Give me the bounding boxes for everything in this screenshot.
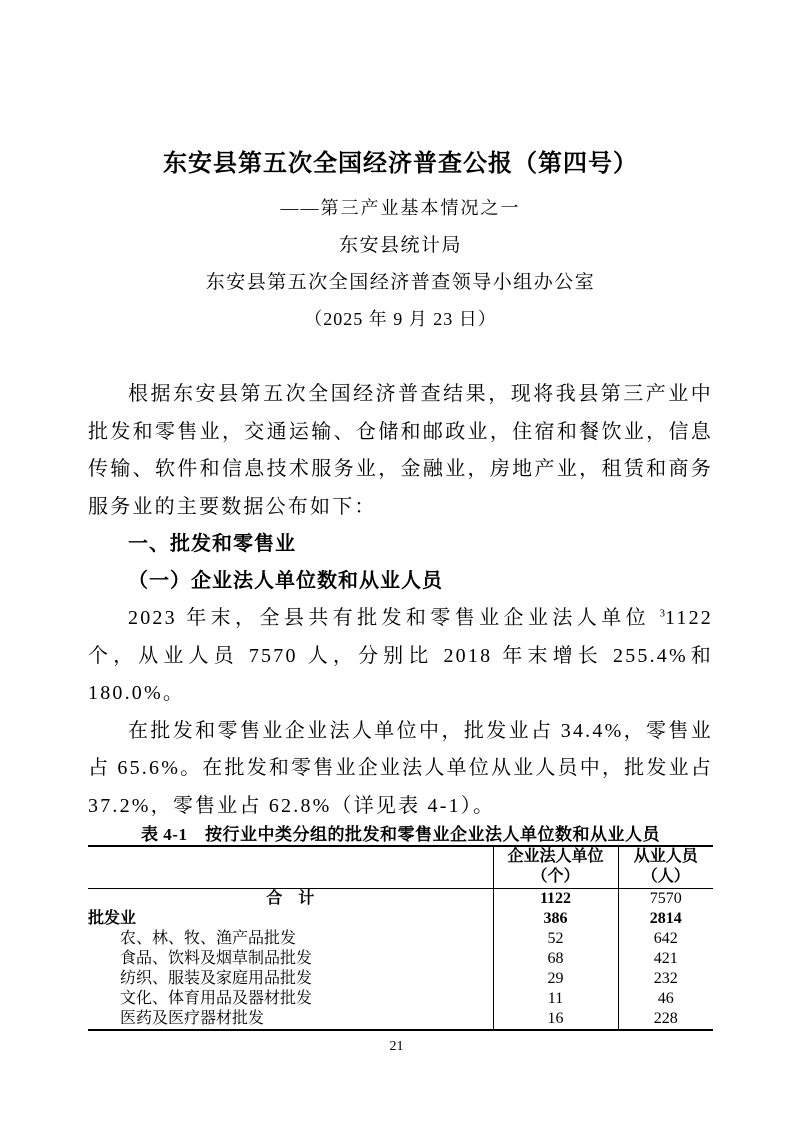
table-row-textile-household-wholesale (88, 969, 713, 989)
intro-paragraph: 根据东安县第五次全国经济普查结果，现将我县第三产业中批发和零售业，交通运输、仓储和邮政业，住宿和餐饮业，信息传输、软件和信息技术服务业，金融业，房地产业，租赁和商务服务业的主要数据公布如下： (88, 383, 713, 518)
paragraph-units-summary (88, 600, 713, 713)
table-cell-units: 29 (493, 969, 618, 989)
doc-subtitle: ——第三产业基本情况之一 (280, 198, 521, 218)
table-cell-units: 52 (493, 929, 618, 949)
table-cell-persons: 232 (618, 969, 713, 989)
table-row-medical-wholesale (88, 1009, 713, 1030)
table-header-row (88, 846, 713, 888)
issuer-statistics-bureau: 东安县统计局 (338, 235, 462, 256)
table-cell-persons: 228 (618, 1009, 713, 1030)
doc-date: （2025 年 9 月 23 日） (304, 309, 497, 329)
table-row-culture-sports-wholesale (88, 989, 713, 1009)
section-heading-wholesale-retail: 一、批发和零售业 (128, 533, 296, 555)
table-cell-units: 1122 (493, 888, 618, 909)
doc-title: 东安县第五次全国经济普查公报（第四号） (163, 151, 638, 177)
table-cell-units: 386 (493, 909, 618, 929)
subsection-heading-units-personnel: （一）企业法人单位数和从业人员 (128, 570, 443, 592)
table-cell-label: 文化、体育用品及器材批发 (120, 989, 313, 1007)
table-cell-label: 食品、饮料及烟草制品批发 (120, 949, 313, 967)
table-cell-persons: 7570 (618, 888, 713, 909)
issuer-census-office: 东安县第五次全国经济普查领导小组办公室 (205, 272, 596, 293)
table-cell-units: 11 (493, 989, 618, 1009)
header-cell-units (493, 846, 618, 888)
table-cell-persons: 421 (618, 949, 713, 969)
table-cell-units: 16 (493, 1009, 618, 1030)
table-cell-label: 批发业 (88, 909, 137, 927)
table-row-agriculture-wholesale (88, 929, 713, 949)
table-cell-label: 合 计 (266, 889, 315, 907)
table-row-food-tobacco-wholesale (88, 949, 713, 969)
table-cell-units: 68 (493, 949, 618, 969)
footnote-marker: 3 (659, 607, 665, 620)
header-persons-line2: （人） (641, 868, 690, 886)
table-row-wholesale-group (88, 909, 713, 929)
table-cell-label: 纺织、服装及家庭用品批发 (120, 969, 313, 987)
paragraph-share-summary: 在批发和零售业企业法人单位中，批发业占 34.4%，零售业占 65.6%。在批发和零售业企业法人单位从业人员中，批发业占 37.2%，零售业占 62.8%（详见表 4-1）。 (88, 719, 713, 817)
header-units-line1: 企业法人单位 (507, 848, 604, 866)
header-cell-persons (618, 846, 713, 888)
table-cell-label: 农、林、牧、渔产品批发 (120, 929, 297, 947)
table-cell-persons: 2814 (618, 909, 713, 929)
table-header (88, 846, 713, 888)
table-row-total (88, 888, 713, 909)
document-content (88, 0, 713, 1031)
header-persons-line1: 从业人员 (633, 848, 698, 866)
table-body (88, 888, 713, 1030)
header-cell-empty (88, 846, 493, 888)
wholesale-retail-table (88, 845, 713, 1031)
header-units-line2: （个） (531, 868, 580, 886)
table-cell-persons: 642 (618, 929, 713, 949)
table-cell-persons: 46 (618, 989, 713, 1009)
page-number: 21 (389, 1039, 404, 1054)
table-cell-label: 医药及医疗器材批发 (120, 1009, 265, 1027)
table-caption: 表 4-1 按行业中类分组的批发和零售业企业法人单位数和从业人员 (141, 825, 660, 844)
paragraph-units-text-before: 2023 年末，全县共有批发和零售业企业法人单位 (128, 607, 651, 629)
paragraph-units-text-after: 1122 个，从业人员 7570 人，分别比 2018 年末增长 255.4%和 180.0%。 (88, 607, 713, 704)
